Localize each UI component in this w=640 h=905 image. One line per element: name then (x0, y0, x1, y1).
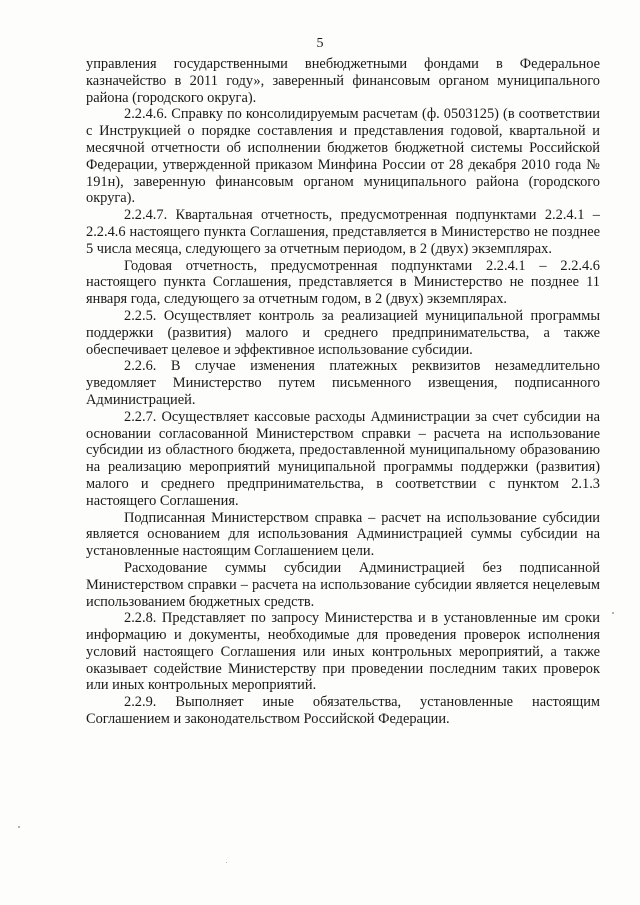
paragraph-expenditure-misuse: Расходование суммы субсидии Администрацией без подписанной Министерством справки – расчета на использование субсидии является нецелевым использованием бюджетных средств. (86, 559, 600, 610)
document-body (86, 56, 600, 728)
paragraph-2-2-8: 2.2.8. Представляет по запросу Министерства и в установленные им сроки информацию и документы, необходимые для проведения проверок исполнения условий настоящего Соглашения или иных контрольных мероприятий, а также оказывает содействие Министерству при проведении последним таких проверок или иных контрольных мероприятий. (86, 610, 600, 694)
paragraph-signed-certificate: Подписанная Министерством справка – расчет на использование субсидии является основанием для использования Администрацией суммы субсидии на установленные настоящим Соглашением цели. (86, 509, 600, 560)
scan-speck (18, 826, 20, 828)
paragraph-annual-reporting: Годовая отчетность, предусмотренная подпунктами 2.2.4.1 – 2.2.4.6 настоящего пункта Соглашения, представляется в Министерство не позднее 11 января года, следующего за отчетным годом, в 2 (двух) экземплярах. (86, 257, 600, 308)
scan-speck (226, 862, 227, 863)
paragraph-2-2-5: 2.2.5. Осуществляет контроль за реализацией муниципальной программы поддержки (развития) малого и среднего предпринимательства, а также обеспечивает целевое и эффективное использование субсидии. (86, 307, 600, 358)
page-number: 5 (316, 36, 324, 51)
paragraph-2-2-9: 2.2.9. Выполняет иные обязательства, установленные настоящим Соглашением и законодательством Российской Федерации. (86, 694, 600, 728)
paragraph-2-2-6: 2.2.6. В случае изменения платежных реквизитов незамедлительно уведомляет Министерство путем письменного извещения, подписанного Администрацией. (86, 358, 600, 408)
paragraph-2-2-4-7: 2.2.4.7. Квартальная отчетность, предусмотренная подпунктами 2.2.4.1 – 2.2.4.6 настоящего пункта Соглашения, представляется в Министерство не позднее 5 числа месяца, следующего за отчетным периодом, в 2 (двух) экземплярах. (86, 207, 600, 257)
paragraph-2-2-4-6: 2.2.4.6. Справку по консолидируемым расчетам (ф. 0503125) (в соответствии с Инструкцией о порядке составления и представления годовой, квартальной и месячной отчетности об исполнении бюджетов бюджетной системы Российской Федерации, утвержденной приказом Минфина России от 28 декабря 2010 года № 191н), заверенную финансовым органом муниципального района (городского округа). (86, 106, 600, 207)
paragraph-2-2-7: 2.2.7. Осуществляет кассовые расходы Администрации за счет субсидии на основании согласованной Министерством справки – расчета на использование субсидии из областного бюджета, предоставленной муниципальному образованию на реализацию мероприятий муниципальной программы поддержки (развития) малого и среднего предпринимательства, в соответствии с пунктом 2.1.3 настоящего Соглашения. (86, 408, 600, 509)
paragraph-continuation: управления государственными внебюджетными фондами в Федеральное казначейство в 2011 году», заверенный финансовым органом муниципального района (городского округа). (86, 56, 600, 106)
scan-speck (612, 612, 614, 614)
